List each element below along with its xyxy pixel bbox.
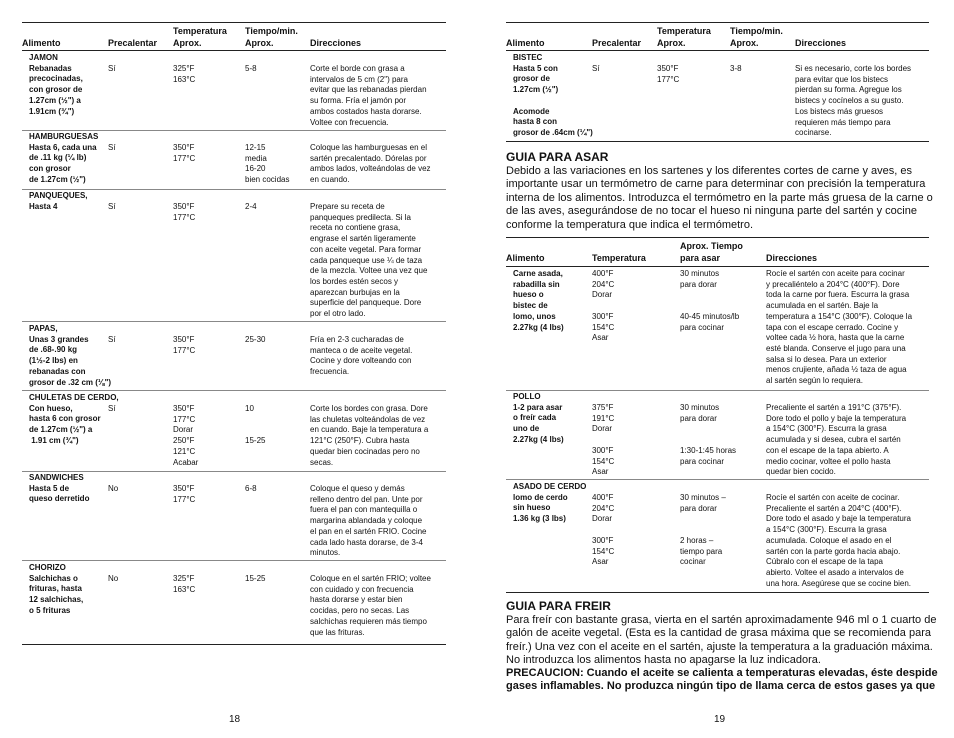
col-header-temp-approx: Aprox. <box>173 38 202 48</box>
food-cell: ASADO DE CERDO lomo de cerdo sin hueso 1.36 kg (3 lbs) <box>513 482 587 524</box>
preheat-cell: No <box>108 574 119 583</box>
temp-cell: 350°F 177°C <box>173 202 196 222</box>
roast-header-time-sub: para asar <box>680 253 721 263</box>
roast-table-top-rule <box>506 237 929 238</box>
food-cell: POLLO 1-2 para asar o freír cada uno de 2.27kg (4 lbs) <box>513 392 564 444</box>
row-divider <box>22 130 446 131</box>
food-cell: PANQUEQUES, Hasta 4 <box>29 191 88 211</box>
preheat-cell: Sí <box>108 64 116 73</box>
time-cell: 15-25 <box>245 574 266 583</box>
page-number: 18 <box>229 714 241 725</box>
table-top-rule <box>506 22 929 23</box>
preheat-cell: Sí <box>592 64 600 73</box>
asar-paragraph: Debido a las variaciones en los sartenes y los diferentes cortes de carne y aves, es importante usar un termómetro de carne para determinar con precisión la temperatura interna de los alimentos. Introduzca el termómetro en la parte más gruesa de la carne o de las aves, asegurándose de no tocar el hueso ni ninguna parte del sartén y cocine conforme la temperatura que indica el termómetro. <box>506 165 933 231</box>
col-header-time: Tiempo/min. <box>245 26 298 36</box>
temp-cell: 325°F 163°C <box>173 574 196 594</box>
col-header-time-approx: Aprox. <box>730 38 759 48</box>
col-header-food: Alimento <box>506 38 545 48</box>
freir-paragraph: Para freír con bastante grasa, vierta en el sartén aproximadamente 946 ml o 1 cuarto de galón de aceite vegetal. (Esta es la cantidad de grasa máxima que se recomienda para freír.) Una vez con el aceite en el sartén, ajuste la temperatura a la graduación máxima. No introduzca los alimentos hasta no apagarse la luz indicadora. <box>506 614 937 667</box>
col-header-time: Tiempo/min. <box>730 26 783 36</box>
temp-cell: 325°F 163°C <box>173 64 196 84</box>
food-cell: BISTEC Hasta 5 con grosor de 1.27cm (½") Acomode hasta 8 con grosor de .64cm (¼") <box>513 53 593 137</box>
preheat-cell: Sí <box>108 143 116 152</box>
col-header-preheat: Precalentar <box>592 38 642 48</box>
directions-cell: Si es necesario, corte los bordes para evitar que los bistecs pierdan su forma. Agregue los bistecs y cocínelos a su gusto. Los bistecs más gruesos requieren más tiempo para cocinarse. <box>795 64 912 138</box>
food-cell: CHORIZO Salchichas o frituras, hasta 12 salchichas, o 5 frituras <box>29 563 84 615</box>
directions-cell: Precaliente el sartén a 191°C (375°F). Dore todo el pollo y baje la temperatura a 154°C (300°F). Escurra la grasa acumulada y si desea, cubra el sartén con el escape de la tapa abierto. A medio cocinar, voltee el pollo hasta quedar bien cocido. <box>766 403 907 477</box>
table-header-rule <box>22 50 446 51</box>
time-cell: 3-8 <box>730 64 742 73</box>
food-cell: HAMBURGUESAS Hasta 6, cada una de .11 kg (¼ lb) con grosor de 1.27cm (½") <box>29 132 99 184</box>
temp-cell: 375°F 191°C Dorar 300°F 154°C Asar <box>592 403 615 477</box>
col-header-directions: Direcciones <box>310 38 362 48</box>
right-page <box>477 0 954 738</box>
temp-cell: 400°F 204°C Dorar 300°F 154°C Asar <box>592 493 615 567</box>
page-number: 19 <box>714 714 726 725</box>
table-top-rule <box>22 22 446 23</box>
preheat-cell: Sí <box>108 202 116 211</box>
directions-cell: Corte el borde con grasa a intervalos de 5 cm (2") para evitar que las rebanadas pierdan su forma. Fría el jamón por ambos costados hasta dorarse. Voltee con frecuencia. <box>310 64 427 127</box>
row-divider <box>506 390 929 391</box>
temp-cell: 350°F 177°C Dorar 250°F 121°C Acabar <box>173 404 199 467</box>
row-divider <box>22 560 446 561</box>
roast-table-header-rule <box>506 266 929 267</box>
roast-table-bottom-rule <box>506 592 929 593</box>
section-title-asar: GUIA PARA ASAR <box>506 150 609 164</box>
col-header-food: Alimento <box>22 38 61 48</box>
col-header-temp: Temperatura <box>657 26 711 36</box>
time-cell: 5-8 <box>245 64 257 73</box>
caution-paragraph: PRECAUCION: Cuando el aceite se calienta a temperaturas elevadas, éste despide gases inflamables. No produzca ningún tipo de llama cerca de estos gases ya que <box>506 667 938 693</box>
food-cell: JAMON Rebanadas precocinadas, con grosor de 1.27cm (½") a 1.91cm (¾") <box>29 53 83 116</box>
time-cell: 12-15 media 16-20 bien cocidas <box>245 143 290 185</box>
time-cell: 30 minutos – para dorar 2 horas – tiempo para cocinar <box>680 493 726 567</box>
time-cell: 30 minutos para dorar 40-45 minutos/lb para cocinar <box>680 269 740 332</box>
preheat-cell: No <box>108 484 119 493</box>
temp-cell: 350°F 177°C <box>173 143 196 163</box>
roast-header-temp: Temperatura <box>592 253 646 263</box>
preheat-cell: Sí <box>108 404 116 413</box>
table-header-rule <box>506 50 929 51</box>
temp-cell: 400°F 204°C Dorar 300°F 154°C Asar <box>592 269 615 343</box>
row-divider <box>506 479 929 480</box>
directions-cell: Prepare su receta de panqueques predilecta. Si la receta no contiene grasa, engrase el sartén ligeramente con aceite vegetal. Para formar cada panqueque use ¼ de taza de la mezcla. Voltee una vez que los bordes estén secos y aparezcan burbujas en la superficie del panqueque. Dore por el otro lado. <box>310 202 428 319</box>
row-divider <box>22 189 446 190</box>
time-cell: 25-30 <box>245 335 266 344</box>
time-cell: 10 15-25 <box>245 404 266 446</box>
food-cell: PAPAS, Unas 3 grandes de .68-.90 kg (1½-2 lbs) en rebanadas con grosor de .32 cm (⅛") <box>29 324 112 387</box>
food-cell: CHULETAS DE CERDO, Con hueso, hasta 6 con grosor de 1.27cm (½") a 1.91 cm (¾") <box>29 393 119 445</box>
temp-cell: 350°F 177°C <box>173 484 196 504</box>
time-cell: 30 minutos para dorar 1:30-1:45 horas para cocinar <box>680 403 737 466</box>
directions-cell: Corte los bordes con grasa. Dore las chuletas volteándolas de vez en cuando. Baje la temperatura a 121°C (250°F). Cubra hasta quedar bien cocinadas pero no secas. <box>310 404 429 467</box>
temp-cell: 350°F 177°C <box>657 64 680 84</box>
preheat-cell: Sí <box>108 335 116 344</box>
col-header-preheat: Precalentar <box>108 38 158 48</box>
col-header-time-approx: Aprox. <box>245 38 274 48</box>
roast-header-directions: Direcciones <box>766 253 818 263</box>
directions-cell: Rocíe el sartén con aceite para cocinar y precaliéntelo a 204°C (400°F). Dore toda la carne por fuera. Escurra la grasa acumulada en el sartén. Baje la temperatura a 154°C (300°F). Coloque la tapa con el escape cerrado. Cocine y voltee cada ½ hora, hasta que la carne esté blanda. Conserve el jugo para una salsa si lo desea. Para un exterior menos crujiente, añada ½ taza de agua al sartén según lo requiera. <box>766 269 913 386</box>
directions-cell: Coloque el queso y demás relleno dentro del pan. Unte por fuera el pan con mantequilla o margarina ablandada y coloque el pan en el sartén FRIO. Cocine cada lado hasta dorarse, de 3-4 minutos. <box>310 484 427 558</box>
temp-cell: 350°F 177°C <box>173 335 196 355</box>
directions-cell: Coloque las hamburguesas en el sartén precalentado. Dórelas por ambos lados, volteándolas de vez en cuando. <box>310 143 431 185</box>
directions-cell: Coloque en el sartén FRIO; voltee con cuidado y con frecuencia hasta dorarse y estar bien cocidas, pero no secas. Las salchichas requieren más tiempo que las frituras. <box>310 574 431 637</box>
section-title-freir: GUIA PARA FREIR <box>506 599 611 613</box>
food-cell: Carne asada, rabadilla sin hueso o bistec de lomo, unos 2.27kg (4 lbs) <box>513 269 564 332</box>
time-cell: 6-8 <box>245 484 257 493</box>
table-bottom-rule <box>506 141 929 142</box>
roast-header-time: Aprox. Tiempo <box>680 241 743 251</box>
table-bottom-rule <box>22 644 446 645</box>
row-divider <box>22 471 446 472</box>
food-cell: SANDWICHES Hasta 5 de queso derretido <box>29 473 90 504</box>
col-header-directions: Direcciones <box>795 38 847 48</box>
row-divider <box>22 321 446 322</box>
col-header-temp: Temperatura <box>173 26 227 36</box>
directions-cell: Fría en 2-3 cucharadas de manteca o de aceite vegetal. Cocine y dore volteando con frecuencia. <box>310 335 413 377</box>
time-cell: 2-4 <box>245 202 257 211</box>
roast-header-food: Alimento <box>506 253 545 263</box>
row-divider <box>22 390 446 391</box>
col-header-temp-approx: Aprox. <box>657 38 686 48</box>
directions-cell: Rocíe el sartén con aceite de cocinar. Precaliente el sartén a 204°C (400°F). Dore todo el asado y baje la temperatura a 154°C (300°F). Escurra la grasa acumulada. Coloque el asado en el sartén con la parte gorda hacia abajo. Cúbralo con el escape de la tapa abierto. Voltee el asado a intervalos de una hora. Asegúrese que se cocine bien. <box>766 493 911 588</box>
